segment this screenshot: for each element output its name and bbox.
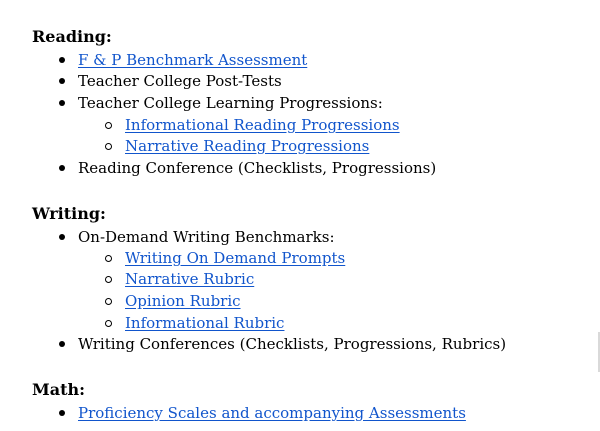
bullet-icon (59, 234, 65, 240)
bullet-icon (59, 410, 65, 416)
bullet-icon (59, 165, 65, 171)
sub-list-item (125, 269, 254, 289)
reading-conference-text: Reading Conference (Checklists, Progressions) (78, 159, 437, 177)
proficiency-scales-link[interactable]: Proficiency Scales and accompanying Assessments (78, 404, 466, 422)
list-item (78, 158, 436, 178)
sub-list-item (125, 136, 369, 156)
hollow-bullet-icon (105, 320, 112, 327)
on-demand-writing-benchmarks-text: On-Demand Writing Benchmarks: (78, 228, 335, 246)
bullet-icon (59, 78, 65, 84)
bullet-icon (59, 57, 65, 63)
writing-conferences-text: Writing Conferences (Checklists, Progressions, Rubrics) (78, 335, 507, 353)
informational-rubric-link[interactable]: Informational Rubric (125, 314, 285, 332)
writing-heading: Writing: (32, 204, 106, 223)
sub-list-item (125, 248, 345, 268)
fp-benchmark-assessment-link[interactable]: F & P Benchmark Assessment (78, 51, 308, 69)
list-item (78, 50, 307, 70)
reading-heading: Reading: (32, 27, 112, 46)
hollow-bullet-icon (105, 298, 112, 305)
teacher-college-post-tests-text: Teacher College Post-Tests (78, 72, 282, 90)
narrative-reading-progressions-link[interactable]: Narrative Reading Progressions (125, 137, 370, 155)
sub-list-item (125, 115, 400, 135)
sub-list-item (125, 291, 241, 311)
hollow-bullet-icon (105, 255, 112, 262)
learning-progressions-text: Teacher College Learning Progressions: (78, 94, 383, 112)
narrative-rubric-link[interactable]: Narrative Rubric (125, 270, 255, 288)
hollow-bullet-icon (105, 122, 112, 129)
bullet-icon (59, 341, 65, 347)
bullet-icon (59, 100, 65, 106)
list-item (78, 71, 282, 91)
informational-reading-progressions-link[interactable]: Informational Reading Progressions (125, 116, 400, 134)
hollow-bullet-icon (105, 143, 112, 150)
opinion-rubric-link[interactable]: Opinion Rubric (125, 292, 241, 310)
math-heading: Math: (32, 380, 86, 399)
hollow-bullet-icon (105, 276, 112, 283)
list-item (78, 334, 506, 354)
list-item (78, 227, 335, 247)
list-item (78, 403, 466, 423)
sub-list-item (125, 313, 284, 333)
list-item (78, 93, 383, 113)
writing-on-demand-prompts-link[interactable]: Writing On Demand Prompts (125, 249, 346, 267)
